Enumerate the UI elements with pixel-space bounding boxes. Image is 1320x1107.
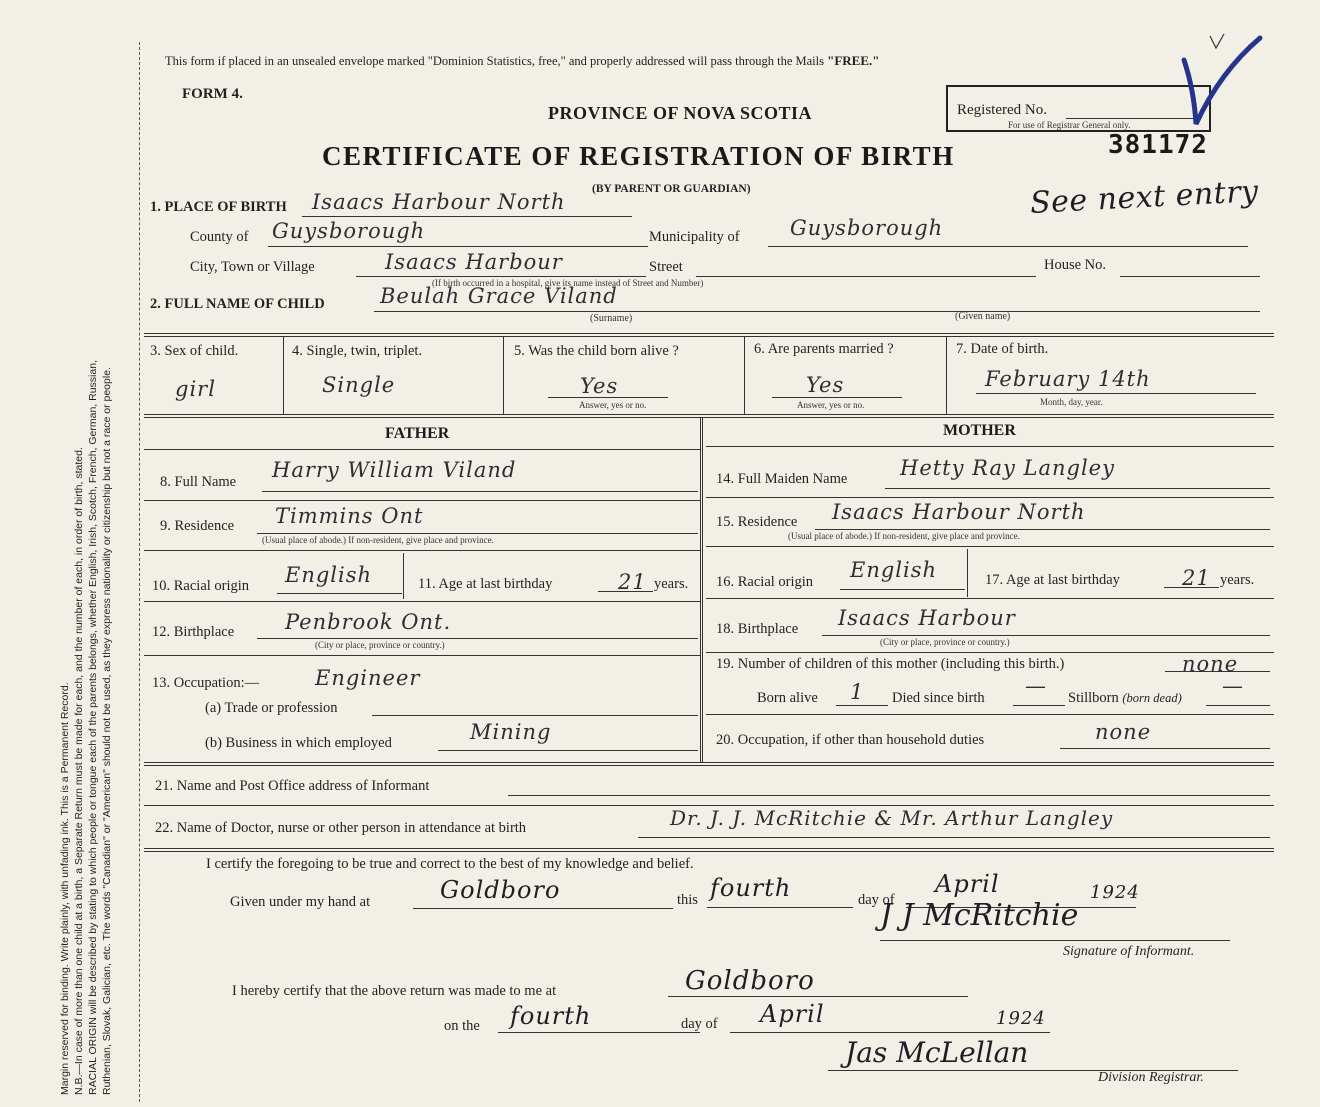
checkmark-icon — [1180, 32, 1270, 132]
mother-residence-label: 15. Residence — [716, 514, 798, 530]
street-line — [696, 276, 1036, 277]
born-alive-value: Yes — [580, 374, 619, 398]
given-place-line — [413, 908, 673, 909]
mother-occupation-label: 20. Occupation, if other than household duties — [716, 732, 985, 748]
children-count-label: 19. Number of children of this mother (including this birth.) — [716, 656, 1065, 672]
mother-birthplace-label: 18. Birthplace — [716, 621, 799, 637]
father-residence-line — [257, 533, 698, 534]
return-place-value: Goldboro — [685, 966, 815, 996]
division-registrar-label: Division Registrar. — [1098, 1070, 1204, 1085]
born-alive-count-line — [836, 705, 888, 706]
born-alive-label: 5. Was the child born alive ? — [514, 343, 679, 359]
child-name-value: Beulah Grace Viland — [380, 284, 618, 308]
mother-age-line — [1164, 587, 1219, 588]
dob-label: 7. Date of birth. — [956, 341, 1049, 357]
box-divider-3 — [744, 336, 745, 414]
mother-racial-label: 16. Racial origin — [716, 574, 814, 590]
mother-residence-value: Isaacs Harbour North — [832, 500, 1086, 524]
child-name-label: 2. FULL NAME OF CHILD — [150, 296, 325, 312]
mother-heading: MOTHER — [943, 422, 1016, 439]
section-rule-2b — [144, 417, 1274, 418]
sidebar-line-4: Ruthenian, Slovak, Galician, etc. The words "Canadian" or "American" should not be used, as they express nationality or citizenship but not a race or people. — [101, 367, 113, 1095]
section-rule-3b — [144, 765, 1274, 766]
children-count-line — [1165, 671, 1270, 672]
stillborn-note: (born dead) — [1122, 691, 1182, 705]
section-rule-2 — [144, 414, 1274, 415]
registered-label: Registered No. — [957, 102, 1047, 118]
section-rule-1b — [144, 336, 1274, 337]
father-racial-divider — [403, 553, 404, 599]
mail-free: "FREE." — [827, 53, 880, 68]
sidebar-line-1: Margin reserved for binding. Write plainly, with unfading ink. This is a Permanent Record. — [59, 682, 71, 1095]
signature-of-informant-label: Signature of Informant. — [1063, 944, 1195, 959]
this-line — [707, 907, 853, 908]
father-occupation-label: 13. Occupation:— — [152, 675, 260, 691]
municipality-label: Municipality of — [649, 229, 740, 245]
father-racial-line — [277, 593, 402, 594]
father-residence-label: 9. Residence — [160, 518, 235, 534]
father-birthplace-note: (City or place, province or country.) — [315, 640, 445, 650]
informant-signature-line — [880, 940, 1230, 941]
mother-name-value: Hetty Ray Langley — [900, 456, 1115, 480]
section-rule-5 — [144, 848, 1274, 849]
doctor-label: 22. Name of Doctor, nurse or other person in attendance at birth — [155, 820, 527, 836]
mail-notice: This form if placed in an unsealed envelope marked "Dominion Statistics, free," and properly addressed will pass through the Mails "FREE." — [165, 53, 880, 68]
surname-note: (Surname) — [590, 313, 633, 324]
father-heading-rule — [144, 449, 700, 450]
box-divider-1 — [283, 336, 284, 414]
registered-number: 381172 — [1108, 130, 1208, 160]
doctor-line — [638, 837, 1270, 838]
this-label: this — [677, 892, 698, 908]
stillborn-line — [1206, 705, 1270, 706]
mother-heading-rule — [706, 446, 1274, 447]
stillborn-value: — — [1222, 674, 1244, 698]
house-label: House No. — [1044, 257, 1107, 273]
street-label: Street — [649, 259, 683, 275]
day-of-value-2: April — [760, 1000, 825, 1028]
mother-racial-divider — [967, 549, 968, 597]
parents-divider — [700, 417, 703, 762]
certificate-subtitle: (BY PARENT OR GUARDIAN) — [592, 183, 751, 195]
day-of-line-2 — [730, 1032, 1050, 1033]
child-name-line — [374, 311, 1260, 312]
business-label: (b) Business in which employed — [205, 735, 392, 751]
house-line — [1120, 276, 1260, 277]
dob-line — [976, 393, 1256, 394]
section-rule-3 — [144, 762, 1274, 763]
children-count-value: none — [1182, 652, 1239, 676]
father-age-label: 11. Age at last birthday — [418, 576, 553, 592]
married-note: Answer, yes or no. — [797, 400, 865, 410]
registrar-signature: Jas McLellan — [845, 1036, 1029, 1069]
born-alive-note: Answer, yes or no. — [579, 400, 647, 410]
born-alive-line — [548, 397, 668, 398]
on-the-label: on the — [444, 1018, 480, 1034]
father-age-value: 21 — [618, 570, 647, 594]
section-rule-5b — [144, 851, 1274, 852]
doctor-value: Dr. J. J. McRitchie & Mr. Arthur Langley — [670, 806, 1114, 830]
mother-age-value: 21 — [1182, 566, 1211, 590]
mother-racial-value: English — [850, 558, 938, 582]
mother-racial-line — [840, 589, 965, 590]
mother-row-rule-5 — [706, 714, 1274, 715]
city-label: City, Town or Village — [190, 259, 315, 275]
father-years: years. — [654, 576, 689, 592]
dob-note: Month, day, year. — [1040, 397, 1103, 407]
mother-row-rule-2 — [706, 546, 1274, 547]
given-name-note: (Given name) — [955, 311, 1011, 322]
father-occupation-value: Engineer — [315, 666, 421, 690]
on-the-value: fourth — [510, 1002, 592, 1030]
province-title: PROVINCE OF NOVA SCOTIA — [548, 103, 813, 123]
mother-row-rule-1 — [706, 497, 1274, 498]
given-under-label: Given under my hand at — [230, 894, 371, 910]
day-of-label-2: day of — [681, 1016, 718, 1032]
mother-birthplace-note: (City or place, province or country.) — [880, 637, 1010, 647]
father-birthplace-value: Penbrook Ont. — [285, 610, 452, 634]
sidebar-line-3: RACIAL ORIGIN will be described by stating to which people or tongue each of the parents belongs, whether English, Irish, Scotch, French, German, Russian, — [87, 360, 99, 1095]
dob-value: February 14th — [985, 367, 1151, 391]
informant-signature: J J McRitchie — [880, 898, 1079, 933]
county-line — [268, 246, 648, 247]
father-heading: FATHER — [385, 425, 450, 442]
county-value: Guysborough — [272, 219, 426, 243]
informant-line — [508, 795, 1270, 796]
business-line — [438, 750, 698, 751]
sidebar-instructions — [58, 35, 114, 1095]
city-line — [356, 276, 646, 277]
mother-occupation-line — [1060, 748, 1270, 749]
father-age-line — [598, 591, 653, 592]
form-number: FORM 4. — [182, 86, 243, 102]
place-of-birth-label: 1. PLACE OF BIRTH — [150, 199, 287, 215]
mother-years: years. — [1220, 572, 1255, 588]
mother-birthplace-line — [822, 635, 1270, 636]
father-name-label: 8. Full Name — [160, 474, 237, 490]
certificate-title: CERTIFICATE OF REGISTRATION OF BIRTH — [322, 141, 955, 171]
married-label: 6. Are parents married ? — [754, 341, 894, 357]
mother-birthplace-value: Isaacs Harbour — [838, 606, 1016, 630]
registrar-note: For use of Registrar General only. — [1008, 120, 1131, 130]
trade-label: (a) Trade or profession — [205, 700, 338, 716]
section-rule-1 — [144, 333, 1274, 334]
father-name-value: Harry William Viland — [272, 458, 517, 482]
municipality-value: Guysborough — [790, 216, 944, 240]
died-since-birth-value: — — [1025, 674, 1047, 698]
box-divider-2 — [503, 336, 504, 414]
this-value: fourth — [710, 874, 792, 902]
married-line — [772, 397, 902, 398]
born-alive-count-label: Born alive — [757, 690, 818, 706]
mother-residence-line — [815, 529, 1270, 530]
year-value: 1924 — [1090, 882, 1140, 903]
father-residence-note: (Usual place of abode.) If non-resident, give place and province. — [262, 535, 494, 545]
place-of-birth-value: Isaacs Harbour North — [312, 190, 566, 214]
married-value: Yes — [806, 373, 845, 397]
trade-line — [372, 715, 698, 716]
father-racial-label: 10. Racial origin — [152, 578, 250, 594]
father-row-rule-1 — [144, 500, 700, 501]
died-since-birth-label: Died since birth — [892, 690, 985, 706]
father-name-line — [262, 491, 698, 492]
see-next-entry-note: See next entry — [1029, 174, 1260, 221]
year-value-2: 1924 — [996, 1008, 1046, 1029]
father-row-rule-3 — [144, 601, 700, 602]
sex-value: girl — [175, 377, 216, 401]
father-residence-value: Timmins Ont — [275, 504, 424, 528]
sex-label: 3. Sex of child. — [150, 343, 239, 359]
municipality-line — [768, 246, 1248, 247]
stillborn-label: Stillborn (born dead) — [1068, 690, 1182, 706]
business-value: Mining — [470, 720, 552, 744]
father-row-rule-2 — [144, 550, 700, 551]
box-divider-4 — [946, 336, 947, 414]
father-birthplace-line — [257, 638, 698, 639]
city-value: Isaacs Harbour — [385, 250, 563, 274]
died-since-birth-line — [1013, 705, 1065, 706]
mother-name-line — [885, 488, 1270, 489]
hospital-note: (If birth occurred in a hospital, give its name instead of Street and Number) — [432, 278, 704, 288]
plurality-label: 4. Single, twin, triplet. — [292, 343, 423, 359]
sidebar-line-2: N.B.—In case of more than one child at a birth, a Separate Return must be made for each, and the number of each, in order of birth, stated. — [73, 447, 85, 1095]
mother-occupation-value: none — [1095, 720, 1152, 744]
given-place-value: Goldboro — [440, 876, 561, 904]
informant-label: 21. Name and Post Office address of Informant — [155, 778, 430, 794]
place-line — [302, 216, 632, 217]
county-label: County of — [190, 229, 249, 245]
born-alive-count-value: 1 — [850, 680, 865, 704]
return-statement: I hereby certify that the above return was made to me at — [232, 983, 557, 999]
mother-residence-note: (Usual place of abode.) If non-resident, give place and province. — [788, 531, 1020, 541]
father-racial-value: English — [285, 563, 373, 587]
father-row-rule-4 — [144, 655, 700, 656]
day-of-value: April — [935, 870, 1000, 898]
mother-name-label: 14. Full Maiden Name — [716, 471, 848, 487]
return-place-line — [668, 996, 968, 997]
father-birthplace-label: 12. Birthplace — [152, 624, 235, 640]
margin-line — [139, 42, 140, 1102]
on-the-line — [498, 1032, 700, 1033]
mother-age-label: 17. Age at last birthday — [985, 572, 1120, 588]
plurality-value: Single — [322, 373, 396, 397]
mother-row-rule-3 — [706, 598, 1274, 599]
day-of-label: day of — [858, 892, 895, 908]
certify-statement: I certify the foregoing to be true and correct to the best of my knowledge and belief. — [206, 856, 694, 872]
